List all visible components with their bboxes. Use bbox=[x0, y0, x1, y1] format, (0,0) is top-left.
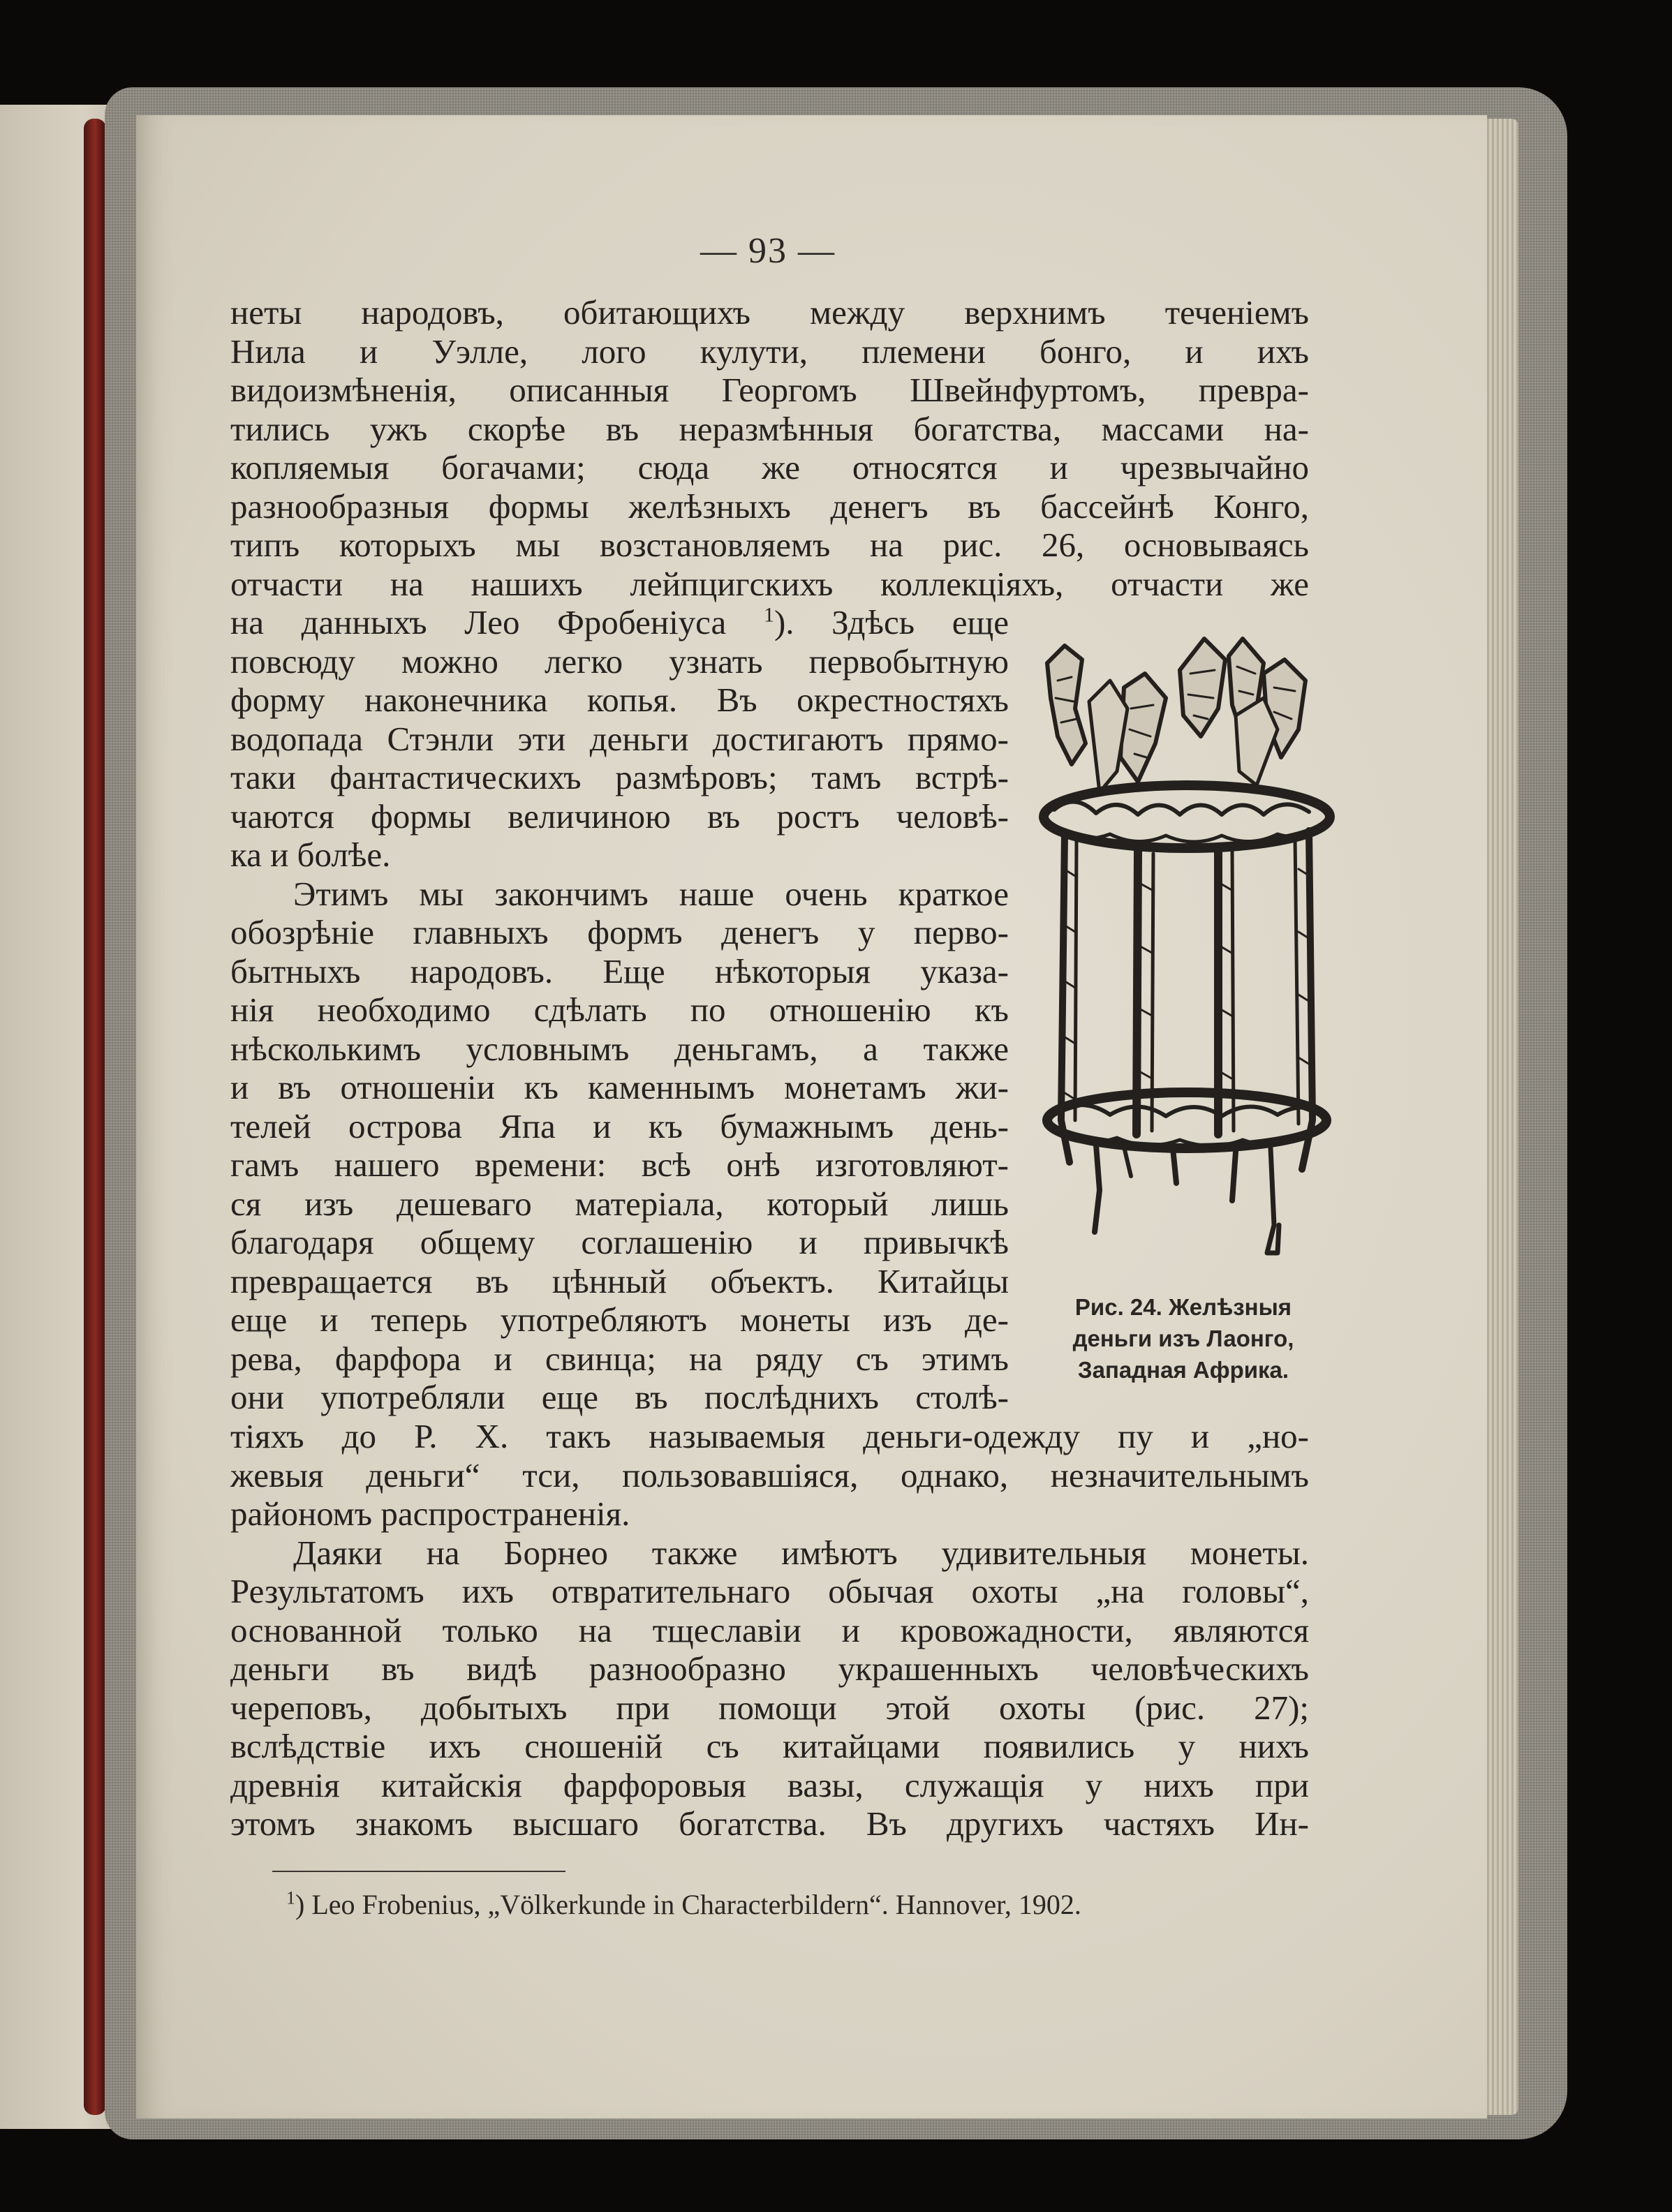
footnote-text: ) Leo Frobenius, „Völkerkunde in Characterbildern“. Hannover, 1902. bbox=[295, 1889, 1081, 1920]
text-line: деньги въ видѣ разнообразно украшенныхъ человѣческихъ bbox=[230, 1649, 1309, 1688]
footnote-reference: 1 bbox=[763, 603, 774, 627]
text-line: таки фантастическихъ размѣровъ; тамъ встрѣ- bbox=[230, 758, 1009, 796]
paragraph-side bbox=[230, 603, 1009, 1417]
text-line: вслѣдствіе ихъ сношеній съ китайцами появились у нихъ bbox=[230, 1727, 1309, 1765]
text-line: нія необходимо сдѣлать по отношенію къ bbox=[230, 990, 1009, 1029]
text-line: бытныхъ народовъ. Еще нѣкоторыя указа- bbox=[230, 951, 1009, 990]
text-line: нѣсколькимъ условнымъ деньгамъ, а также bbox=[230, 1029, 1009, 1068]
text-line: гамъ нашего времени: всѣ онѣ изготовляют- bbox=[230, 1145, 1009, 1184]
page-number: — 93 — bbox=[700, 231, 836, 271]
text-line: чаются формы величиною въ ростъ человѣ- bbox=[230, 796, 1009, 836]
text-line: основанной только на тщеславіи и кровожадности, являются bbox=[230, 1610, 1309, 1649]
text-line: отчасти на нашихъ лейпцигскихъ коллекціяхъ, отчасти же bbox=[230, 564, 1309, 603]
text-line: еще и теперь употребляютъ монеты изъ де- bbox=[230, 1300, 1009, 1339]
paragraph-bottom bbox=[230, 1417, 1309, 1843]
book-spine bbox=[84, 119, 106, 2115]
text-line: тились ужъ скорѣе въ неразмѣнныя богатства, массами на- bbox=[230, 409, 1309, 448]
text-line: форму наконечника копья. Въ окрестностяхъ bbox=[230, 681, 1009, 719]
text-line: райономъ распространенія. bbox=[230, 1494, 630, 1533]
text-segment: на данныхъ Лео Фробеніуса bbox=[230, 603, 727, 641]
text-line: Этимъ мы закончимъ наше очень краткое bbox=[293, 874, 1009, 913]
text-line: типъ которыхъ мы возстановляемъ на рис. 26, основываясь bbox=[230, 526, 1309, 564]
text-line: древнія китайскія фарфоровыя вазы, служащія у нихъ при bbox=[230, 1765, 1309, 1804]
text-line: ся изъ дешеваго матеріала, который лишь bbox=[230, 1184, 1009, 1223]
text-line: тіяхъ до Р. Х. такъ называемыя деньги-одежду пу и „но- bbox=[230, 1417, 1309, 1455]
footnote-divider bbox=[272, 1871, 565, 1872]
text-line: ка и болѣе. bbox=[230, 836, 391, 874]
text-line: Нила и Уэлле, лого кулути, племени бонго, и ихъ bbox=[230, 332, 1309, 371]
figure-caption bbox=[1051, 1291, 1316, 1386]
text-line: череповъ, добытыхъ при помощи этой охоты (рис. 27); bbox=[230, 1688, 1309, 1727]
iron-money-bundle-illustration bbox=[1033, 632, 1340, 1260]
text-segment: ). Здѣсь еще bbox=[774, 603, 1009, 641]
text-line bbox=[230, 603, 1009, 642]
footnote-marker: 1 bbox=[286, 1887, 295, 1908]
caption-line: Западная Африка. bbox=[1077, 1357, 1289, 1383]
text-line: жевыя деньги“ тси, пользовавшіяся, однако, незначительнымъ bbox=[230, 1455, 1309, 1494]
text-line: рева, фарфора и свинца; на ряду съ этимъ bbox=[230, 1339, 1009, 1378]
text-line: неты народовъ, обитающихъ между верхнимъ теченіемъ bbox=[230, 293, 1309, 332]
text-line: копляемыя богачами; сюда же относятся и чрезвычайно bbox=[230, 448, 1309, 487]
paragraph-top bbox=[230, 293, 1309, 603]
text-line: телей острова Япа и къ бумажнымъ день- bbox=[230, 1106, 1009, 1145]
text-line: водопада Стэнли эти деньги достигаютъ прямо- bbox=[230, 719, 1009, 758]
footnote bbox=[286, 1888, 1319, 1921]
text-line: Даяки на Борнео также имѣютъ удивительныя монеты. bbox=[293, 1533, 1309, 1572]
caption-line: деньги изъ Лаонго, bbox=[1072, 1326, 1294, 1351]
text-line: этомъ знакомъ высшаго богатства. Въ другихъ частяхъ Ин- bbox=[230, 1804, 1309, 1843]
text-line: разнообразныя формы желѣзныхъ денегъ въ бассейнѣ Конго, bbox=[230, 487, 1309, 526]
text-line: благодаря общему соглашенію и привычкѣ bbox=[230, 1223, 1009, 1261]
text-line: повсюду можно легко узнать первобытную bbox=[230, 641, 1009, 681]
text-line: они употребляли еще въ послѣднихъ столѣ- bbox=[230, 1378, 1009, 1416]
text-line: превращается въ цѣнный объектъ. Китайцы bbox=[230, 1261, 1009, 1300]
text-line: и въ отношеніи къ каменнымъ монетамъ жи- bbox=[230, 1068, 1009, 1106]
text-line: обозрѣніе главныхъ формъ денегъ у перво- bbox=[230, 913, 1009, 951]
text-line: видоизмѣненія, описанныя Георгомъ Швейнфуртомъ, превра- bbox=[230, 371, 1309, 409]
text-line: Результатомъ ихъ отвратительнаго обычая охоты „на головы“, bbox=[230, 1572, 1309, 1610]
caption-line: Рис. 24. Желѣзныя bbox=[1074, 1294, 1292, 1320]
